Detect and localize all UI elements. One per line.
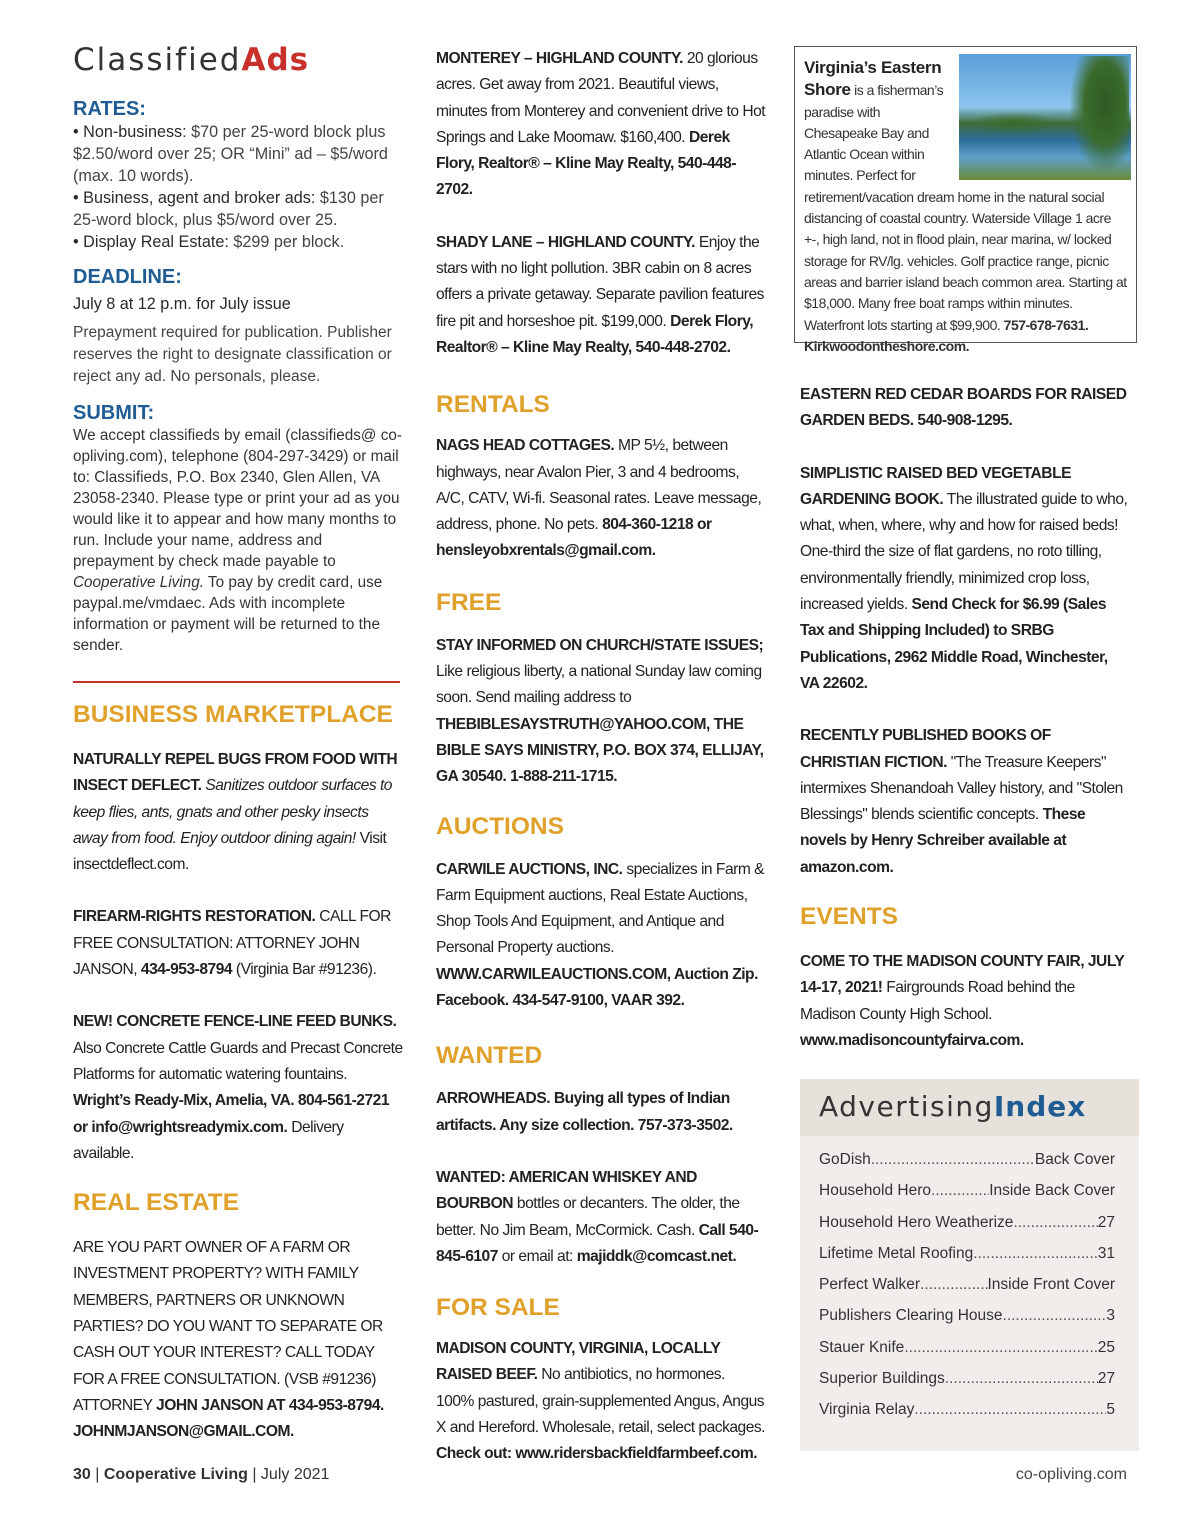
leader-dots [914,1401,1106,1432]
ad-contact: Derek Flory, Realtor® – Kline May Realty, 540-448-2702. [436,312,754,356]
rate-label: • Non-business: [73,123,187,141]
ad-lead: WANTED: AMERICAN WHISKEY AND BOURBON [436,1168,697,1213]
classified-ad [436,857,766,1015]
ad-contact: majiddk@comcast.net. [576,1247,737,1265]
classified-ad [436,1086,766,1139]
ad-body: "The Treasure Keepers" intermixes Shenandoah Valley history, and "Stolen Blessings" blends scientific concepts. [800,753,1123,824]
classified-ad [436,230,766,361]
advertiser-page: 31 [1097,1244,1115,1262]
ad-body: No antibiotics, no hormones. 100% pastured, grain-supplemented Angus, Angus X and Hereford. Wholesale, retail, select packages. [436,1366,766,1436]
ad-lead: EASTERN RED CEDAR BOARDS FOR RAISED GARDEN BEDS. 540-908-1295. [800,386,1127,430]
index-entry [819,1276,1115,1307]
advertiser-name: Superior Buildings [819,1370,945,1388]
ad-lead: CARWILE AUCTIONS, INC. [436,860,623,878]
leader-dots [973,1245,1098,1276]
ad-body: bottles or decanters. The older, the better. No Jim Beam, McCormick. Cash. [436,1195,740,1239]
rates-heading: RATES: [73,98,146,120]
ad-body: CALL FOR FREE CONSULTATION: ATTORNEY JOHN JANSON, [73,908,391,979]
ad-contact: www.madisoncountyfairva.com. [800,1031,1024,1049]
advertising-index-list [819,1151,1115,1433]
index-entry [819,1339,1115,1370]
display-ad-eastern-shore [794,46,1137,354]
issue-date: | July 2021 [247,1466,330,1483]
display-ad-contact: 757-678-7631. Kirkwoodontheshore.com. [804,316,1089,354]
advertising-index-header [800,1079,1139,1136]
title-accent: Ads [241,42,310,78]
display-ad-body: is a fisherman’s paradise with Chesapeake Bay and Atlantic Ocean within minutes. Perfect for retirement/vacation dream home in the natural social distancing of coastal country. Waterside Village 1 acre +-, high land, not in flood plain, near marina, w/ locked storage for RV/lg. vehicles. Golf practice range, picnic areas and barrier island beach common area. Starting at $18,000. Many free boat ramps within minutes. Waterfront lots starting at $99,900. [804,82,1127,333]
section-divider [73,681,400,683]
ad-body: specializes in Farm & Farm Equipment auctions, Real Estate Auctions, Shop Tools And Equipment, and Antique and Personal Property auctions. [436,860,765,957]
ad-lead: SIMPLISTIC RAISED BED VEGETABLE GARDENING BOOK. [800,464,1071,508]
advertiser-name: Publishers Clearing House [819,1307,1003,1325]
ad-body: ARE YOU PART OWNER OF A FARM OR INVESTMENT PROPERTY? WITH FAMILY MEMBERS, PARTNERS OR UNKNOWN PARTIES? DO YOU WANT TO SEPARATE OR CASH OUT YOUR INTEREST? CALL TODAY FOR A FREE CONSULTATION. (VSB #91236) ATTORNEY [73,1239,383,1414]
ad-contact: JOHN JANSON AT 434-953-8794. JOHNMJANSON@GMAIL.COM. [73,1396,384,1441]
leader-dots [920,1276,987,1307]
index-title-text: Advertising [819,1090,994,1123]
footer-left [73,1466,329,1484]
classified-ad [73,1235,403,1445]
index-entry [819,1370,1115,1401]
ad-lead: COME TO THE MADISON COUNTY FAIR, JULY 14-17, 2021! [800,953,1125,997]
rate-item [73,231,403,253]
ad-contact: THEBIBLESAYSTRUTH@YAHOO.COM, THE BIBLE SAYS MINISTRY, P.O. BOX 374, ELLIJAY, GA 30540. 1-888-211-1715. [436,715,764,786]
magazine-name: Cooperative Living [103,1466,248,1483]
advertiser-name: Stauer Knife [819,1338,905,1356]
ad-body: Fairgrounds Road behind the Madison County High School. [800,979,1075,1023]
classified-ad [436,46,766,204]
for-sale-heading: FOR SALE [436,1294,560,1322]
ad-contact: These novels by Henry Schreiber available at amazon.com. [800,806,1086,876]
ad-body: Like religious liberty, a national Sunday law coming soon. Send mailing address to [436,663,762,707]
deadline-date: July 8 at 12 p.m. for July issue [73,295,291,313]
events-heading: EVENTS [800,903,899,931]
submit-body: Ads with incomplete information or payment will be returned to the sender. [73,595,380,654]
real-estate-heading: REAL ESTATE [73,1189,240,1217]
advertiser-name: Household Hero Weatherize [819,1213,1014,1231]
wanted-heading: WANTED [436,1042,543,1070]
classified-ad [73,904,403,983]
advertiser-page: Inside Back Cover [989,1182,1115,1200]
advertiser-page: 25 [1097,1338,1115,1356]
submit-text [73,425,403,656]
footer-site: co-opliving.com [1015,1466,1127,1483]
submit-heading: SUBMIT: [73,402,155,424]
ad-lead: NEW! CONCRETE FENCE-LINE FEED BUNKS. [73,1013,397,1031]
free-heading: FREE [436,588,502,616]
rate-text: $130 per 25-word block, plus $5/word over 25. [73,189,384,229]
page-number: 30 [73,1466,91,1483]
page-title [73,42,309,78]
index-entry [819,1214,1115,1245]
classified-ad [73,747,403,878]
index-entry [819,1245,1115,1276]
column-right [800,382,1130,1054]
ad-contact: 434-953-8794 [140,961,233,979]
ad-lead: NATURALLY REPEL BUGS FROM FOOD WITH INSECT DEFLECT. [73,751,398,795]
rentals-heading: RENTALS [436,391,550,419]
leader-dots [904,1339,1097,1370]
ad-contact: Check out: www.ridersbackfieldfarmbeef.com. [436,1445,758,1463]
index-entry [819,1182,1115,1213]
footer-separator: | [90,1466,104,1483]
ad-lead: ARROWHEADS. Buying all types of Indian artifacts. Any size collection. 757-373-3502. [436,1090,733,1134]
leader-dots [1003,1307,1107,1338]
ad-lead: MONTEREY – HIGHLAND COUNTY. [436,50,683,67]
advertiser-name: Virginia Relay [819,1401,915,1419]
deadline-note: Prepayment required for publication. Publisher reserves the right to designate classification or reject any ad. No personals, please. [73,324,392,385]
rate-label: • Display Real Estate: [73,233,229,251]
ad-lead: STAY INFORMED ON CHURCH/STATE ISSUES; [436,636,764,654]
paypal-link[interactable]: paypal.me/vmdaec. [73,595,206,612]
ad-body: (Virginia Bar #91236). [232,961,377,979]
submit-body: We accept classifieds by email (classifieds@ co-opliving.com), telephone (804-297-3429) or mail to: Classifieds, P.O. Box 2340, Glen Allen, VA 23058-2340. Please type or print your ad as you would like it to appear and how many months to run. Include your name, address and prepayment by check made payable to [73,427,402,570]
ad-lead: FIREARM-RIGHTS RESTORATION. [73,908,316,926]
index-title-accent: Index [993,1090,1087,1123]
display-ad-title: Virginia’s Eastern Shore [804,58,942,100]
ad-lead: RECENTLY PUBLISHED BOOKS OF CHRISTIAN FICTION. [800,727,1051,771]
ad-body: Enjoy the stars with no light pollution. 3BR cabin on 8 acres offers a private getaway. Separate pavilion features fire pit and horseshoe pit. $199,000. [436,233,764,330]
ad-contact: Call 540-845-6107 [436,1221,759,1265]
advertiser-page: 27 [1097,1213,1115,1231]
index-entry [819,1307,1115,1338]
title-text: Classified [73,42,242,78]
ad-body: MP 5½, between highways, near Avalon Pier, 3 and 4 bedrooms, A/C, CATV, Wi-fi. Seasonal rates. Leave message, address, phone. No pets. [436,437,762,534]
advertiser-name: GoDish [819,1151,871,1168]
ad-lead: SHADY LANE – HIGHLAND COUNTY. [436,233,695,251]
classified-ad [800,723,1130,881]
rate-label: • Business, agent and broker ads: [73,189,316,207]
ad-body: 20 glorious acres. Get away from 2021. Beautiful views, minutes from Monterey and convenient drive to Hot Springs and Lake Moomaw. $160,400. [436,50,766,146]
classified-ad [436,1165,766,1270]
classified-ad [800,949,1130,1054]
leader-dots [871,1151,1035,1182]
ad-lead: NAGS HEAD COTTAGES. [436,437,615,455]
advertiser-name: Lifetime Metal Roofing [819,1244,974,1262]
submit-body: To pay by credit card, use [203,574,383,591]
rate-item [73,187,403,231]
classified-ad [800,461,1130,698]
advertiser-page: 27 [1097,1370,1115,1388]
classified-ad [800,382,1130,435]
advertiser-name: Perfect Walker [819,1276,921,1294]
auctions-heading: AUCTIONS [436,812,564,840]
rate-text: $70 per 25-word block plus $2.50/word over 25; OR “Mini” ad – $5/word (max. 10 words). [73,123,388,185]
ad-italic: Sanitizes outdoor surfaces to keep flies, ants, gnats and other pesky insects away from food. Enjoy outdoor dining again! [73,777,392,847]
advertiser-name: Household Hero [819,1182,932,1200]
ad-body: Also Concrete Cattle Guards and Precast Concrete Platforms for automatic watering fountains. [73,1039,403,1083]
ad-contact: WWW.CARWILEAUCTIONS.COM, Auction Zip. Facebook. 434-547-9100, VAAR 392. [436,965,758,1010]
ad-lead: MADISON COUNTY, VIRGINIA, LOCALLY RAISED BEEF. [436,1340,721,1384]
classified-ad [436,1336,766,1467]
index-entry [819,1401,1115,1432]
rate-text: $299 per block. [228,233,345,251]
ad-body: Visit insectdeflect.com. [73,829,387,874]
classified-ad [436,633,766,791]
submit-italic: Cooperative Living. [73,574,204,591]
rate-item [73,121,403,187]
ad-contact: Wright’s Ready-Mix, Amelia, VA. 804-561-2721 or info@wrightsreadymix.com. [73,1092,389,1136]
column-left [73,98,403,1446]
ad-body: or email at: [497,1247,577,1265]
leader-dots [945,1370,1098,1401]
classified-ad [436,433,766,564]
advertiser-page: 5 [1106,1401,1115,1419]
index-entry [819,1151,1115,1182]
ad-body: The illustrated guide to who, what, when, where, why and how for raised beds! One-third the size of flat gardens, no roto tilling, environmentally friendly, minimized crop loss, increased yields. [800,490,1128,614]
display-ad-text [804,57,1129,357]
column-middle [436,46,766,1468]
leader-dots [931,1182,989,1213]
advertiser-page: 3 [1106,1307,1115,1325]
advertising-index [800,1079,1139,1451]
business-heading: BUSINESS MARKETPLACE [73,701,393,728]
advertiser-page: Back Cover [1034,1151,1115,1168]
deadline-heading: DEADLINE: [73,266,182,288]
ad-contact: Send Check for $6.99 (Sales Tax and Shipping Included) to SRBG Publications, 2962 Middle Road, Winchester, VA 22602. [800,596,1108,692]
ad-contact: 804-360-1218 or hensleyobxrentals@gmail.com. [436,516,712,560]
classified-ad [73,1009,403,1167]
advertiser-page: Inside Front Cover [987,1276,1115,1294]
ad-body: Delivery available. [73,1118,344,1162]
advertising-index-title [819,1090,1086,1123]
ad-contact: Derek Flory, Realtor® – Kline May Realty, 540-448-2702. [436,128,737,199]
leader-dots [1013,1214,1097,1245]
